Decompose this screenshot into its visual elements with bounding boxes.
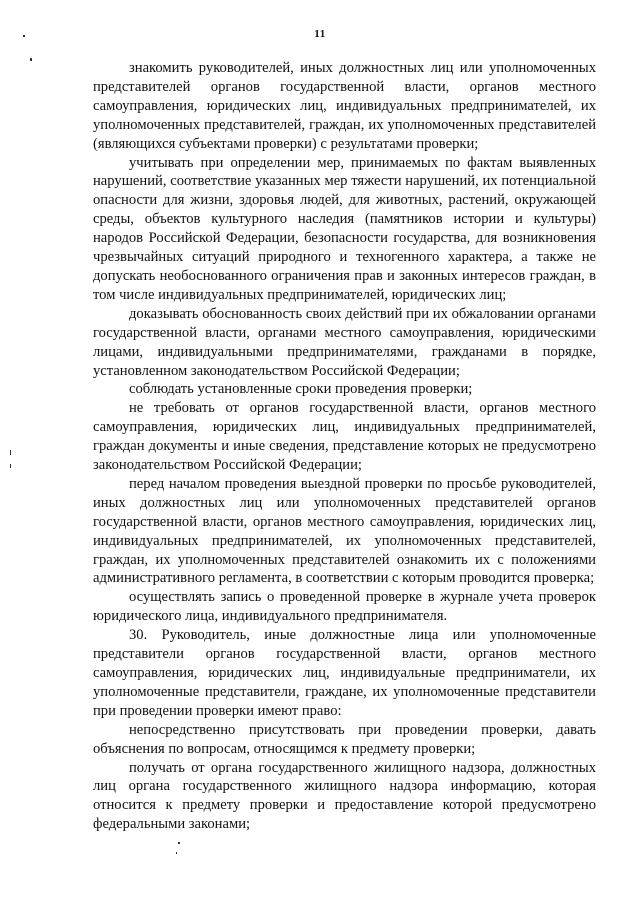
scan-speck (178, 842, 180, 844)
document-body (93, 59, 596, 834)
scan-speck (23, 35, 25, 37)
scan-speck (10, 464, 11, 468)
paragraph-item-30-rights: 30. Руководитель, иные должностные лица или уполномоченные представители органов государственной власти, органов местного самоуправления, юридических лиц, индивидуальные предприниматели, их уполномоченные представители, граждане, их уполномоченные представители при проведении проверки имеют право: (93, 627, 596, 719)
paragraph-be-present: непосредственно присутствовать при проведении проверки, давать объяснения по вопросам, относящимся к предмету проверки; (93, 721, 596, 757)
paragraph-observe-deadlines: соблюдать установленные сроки проведения проверки; (129, 381, 473, 398)
paragraph-consider-measures: учитывать при определении мер, принимаемых по фактам выявленных нарушений, соответствие указанных мер тяжести нарушений, их потенциальной опасности для жизни, здоровья людей, для животных, растений, окружающей среды, объектов культурного наследия (памятников истории и культуры) народов Российской Федерации, безопасности государства, для возникновения чрезвычайных ситуаций природного и техногенного характера, а также не допускать необоснованного ограничения прав и законных интересов граждан, в том числе индивидуальных предпринимателей, юридических лиц; (93, 154, 596, 303)
scan-speck (30, 58, 32, 61)
paragraph-not-require-documents: не требовать от органов государственной власти, органов местного самоуправления, юридических лиц, индивидуальных предпринимателей, граждан документы и иные сведения, представление которых не предусмотрено законодательством Российской Федерации; (93, 400, 596, 474)
paragraph-acquaint-results: знакомить руководителей, иных должностных лиц или уполномоченных представителей органов государственной власти, органов местного самоуправления, юридических лиц, индивидуальных предпринимателей, их уполномоченных представителей, граждан, их уполномоченных представителей (являющихся субъектами проверки) с результатами проверки; (93, 60, 596, 152)
page-number: 11 (314, 28, 326, 40)
paragraph-familiarize-regulation: перед началом проведения выездной проверки по просьбе руководителей, иных должностных лиц или уполномоченных представителей органов государственной власти, органов местного самоуправления, юридических лиц, индивидуальных предпринимателей, их уполномоченных представителей, граждан, их уполномоченных представителей ознакомить их с положениями административного регламента, в соответствии с которым проводится проверка; (93, 475, 596, 587)
scan-speck (10, 450, 11, 455)
paragraph-prove-validity: доказывать обоснованность своих действий при их обжаловании органами государственной власти, органами местного самоуправления, юридическими лицами, индивидуальными предпринимателями, гражданами в порядке, установленном законодательством Российской Федерации; (93, 305, 596, 379)
paragraph-receive-information: получать от органа государственного жилищного надзора, должностных лиц органа государственного жилищного надзора информацию, которая относится к предмету проверки и предоставление которой предусмотрено федеральными законами; (93, 759, 596, 833)
scan-speck (176, 852, 177, 854)
paragraph-record-inspection: осуществлять запись о проведенной проверке в журнале учета проверок юридического лица, индивидуального предпринимателя. (93, 589, 596, 625)
